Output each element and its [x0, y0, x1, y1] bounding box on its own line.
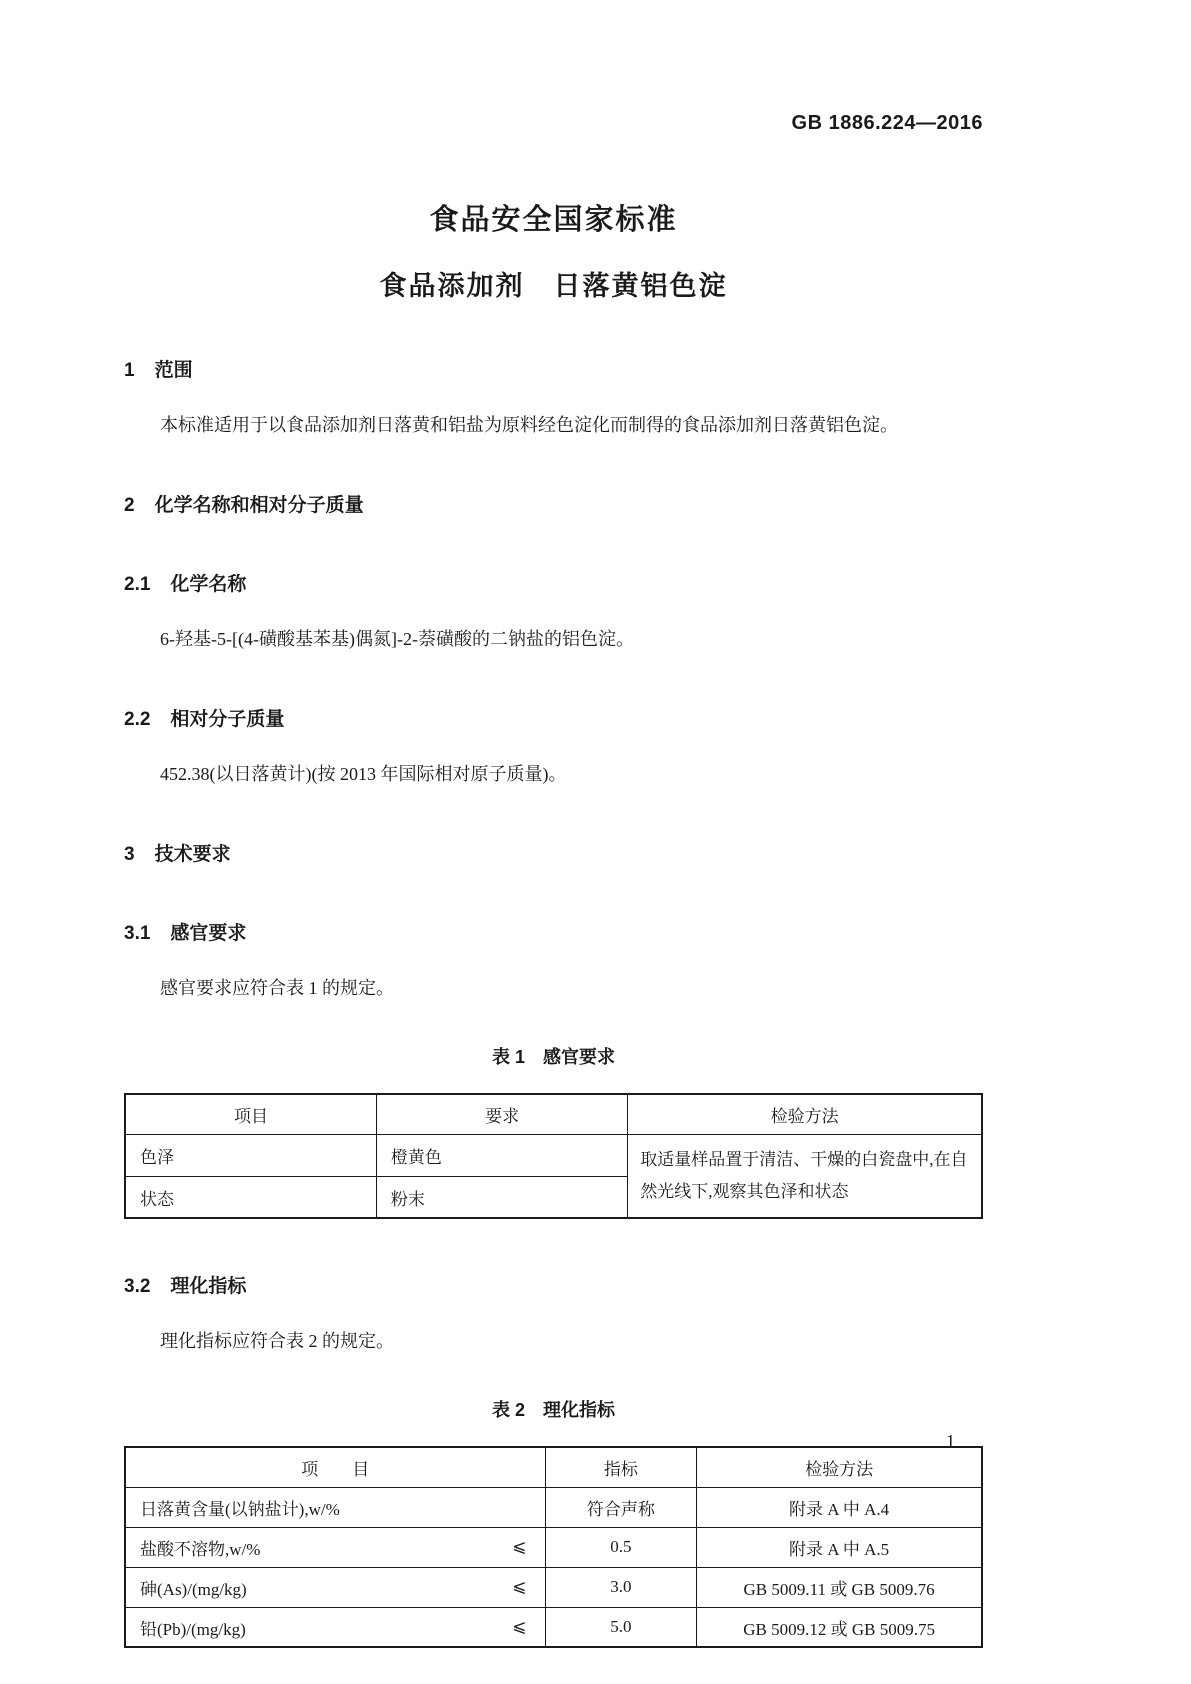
table-1-caption-title: 感官要求 [543, 1047, 615, 1068]
section-2-number: 2 [124, 495, 135, 517]
table-2-row-1-item: 日落黄含量(以钠盐计),w/% [140, 1499, 340, 1519]
standard-code: GB 1886.224—2016 [791, 112, 983, 134]
table-1-header-row [125, 1094, 982, 1134]
table-1-row-2-item: 状态 [125, 1176, 376, 1218]
section-3-2-heading [124, 1271, 983, 1298]
section-3-2-title: 理化指标 [170, 1276, 247, 1298]
table-2-row-3-item: 砷(As)/(mg/kg) [140, 1579, 247, 1599]
table-2-header-item: 项 目 [125, 1447, 545, 1487]
table-2-row-4-method: GB 5009.12 或 GB 5009.75 [697, 1607, 982, 1647]
table-2-row-2-method: 附录 A 中 A.5 [697, 1527, 982, 1567]
table-1-row-1-requirement: 橙黄色 [376, 1134, 627, 1176]
table-2-row-3-item-cell [125, 1567, 545, 1607]
section-2-2-paragraph: 452.38(以日落黄计)(按 2013 年国际相对原子质量)。 [160, 764, 567, 785]
table-2-row-3-operator: ⩽ [512, 1577, 527, 1597]
section-2-1-number: 2.1 [124, 574, 151, 596]
table-row [125, 1527, 982, 1567]
table-2-row-1-item-cell [125, 1487, 545, 1527]
table-1-row-1-item: 色泽 [125, 1134, 376, 1176]
section-3-heading [124, 839, 983, 866]
table-2-row-2-item-cell [125, 1527, 545, 1567]
section-2-title: 化学名称和相对分子质量 [154, 495, 364, 517]
table-2-caption-title: 理化指标 [543, 1400, 615, 1421]
section-1-title: 范围 [154, 360, 193, 381]
section-3-1-paragraph: 感官要求应符合表 1 的规定。 [160, 978, 394, 999]
table-2-row-4-operator: ⩽ [512, 1617, 527, 1637]
section-2-1-paragraph: 6-羟基-5-[(4-磺酸基苯基)偶氮]-2-萘磺酸的二钠盐的铝色淀。 [160, 629, 634, 650]
table-2-row-4-item: 铅(Pb)/(mg/kg) [140, 1619, 246, 1639]
table-1-row-2-requirement: 粉末 [376, 1176, 627, 1218]
table-2-row-2-item: 盐酸不溶物,w/% [140, 1539, 261, 1559]
section-2-2-title: 相对分子质量 [170, 709, 285, 731]
table-2-row-4-item-cell [125, 1607, 545, 1647]
section-3-number: 3 [124, 844, 135, 866]
table-2-physicochemical-indicators [124, 1446, 983, 1648]
table-2-row-2-value: 0.5 [545, 1527, 697, 1567]
table-1-header-item: 项目 [125, 1094, 376, 1134]
table-1-caption [124, 1043, 983, 1069]
section-3-1-heading [124, 918, 983, 945]
section-1-number: 1 [124, 360, 135, 381]
section-3-1-title: 感官要求 [170, 923, 247, 945]
section-3-2-number: 3.2 [124, 1276, 151, 1298]
table-2-row-3-method: GB 5009.11 或 GB 5009.76 [697, 1567, 982, 1607]
table-2-header-method: 检验方法 [697, 1447, 982, 1487]
section-2-heading [124, 490, 983, 517]
table-2-header-indicator: 指标 [545, 1447, 697, 1487]
table-1-header-requirement: 要求 [376, 1094, 627, 1134]
document-title: 食品安全国家标准 [429, 204, 678, 236]
section-3-title: 技术要求 [154, 844, 231, 866]
section-2-2-heading [124, 704, 983, 731]
section-3-1-number: 3.1 [124, 923, 151, 945]
table-2-row-1-method: 附录 A 中 A.4 [697, 1487, 982, 1527]
table-2-row-2-operator: ⩽ [512, 1537, 527, 1557]
table-row [125, 1487, 982, 1527]
table-row [125, 1607, 982, 1647]
section-3-2-paragraph: 理化指标应符合表 2 的规定。 [160, 1331, 394, 1352]
table-2-caption [124, 1396, 983, 1422]
table-2-row-1-value: 符合声称 [545, 1487, 697, 1527]
section-2-1-heading [124, 569, 983, 596]
section-1-paragraph: 本标准适用于以食品添加剂日落黄和铝盐为原料经色淀化而制得的食品添加剂日落黄铝色淀。 [160, 415, 898, 435]
table-row [125, 1567, 982, 1607]
table-2-row-4-value: 5.0 [545, 1607, 697, 1647]
table-1-sensory-requirements [124, 1093, 983, 1219]
section-2-1-title: 化学名称 [170, 574, 247, 596]
section-2-2-number: 2.2 [124, 709, 151, 731]
table-2-caption-number: 表 2 [491, 1400, 525, 1421]
table-1-header-method: 检验方法 [628, 1094, 982, 1134]
section-1-heading [124, 355, 983, 382]
document-subtitle: 食品添加剂 日落黄铝色淀 [379, 271, 728, 301]
table-row [125, 1134, 982, 1176]
page-number: 1 [946, 1431, 955, 1451]
table-1-caption-number: 表 1 [491, 1047, 525, 1068]
table-1-method-cell: 取适量样品置于清洁、干燥的白瓷盘中,在自然光线下,观察其色泽和状态 [628, 1134, 982, 1218]
table-2-row-3-value: 3.0 [545, 1567, 697, 1607]
table-2-header-row [125, 1447, 982, 1487]
